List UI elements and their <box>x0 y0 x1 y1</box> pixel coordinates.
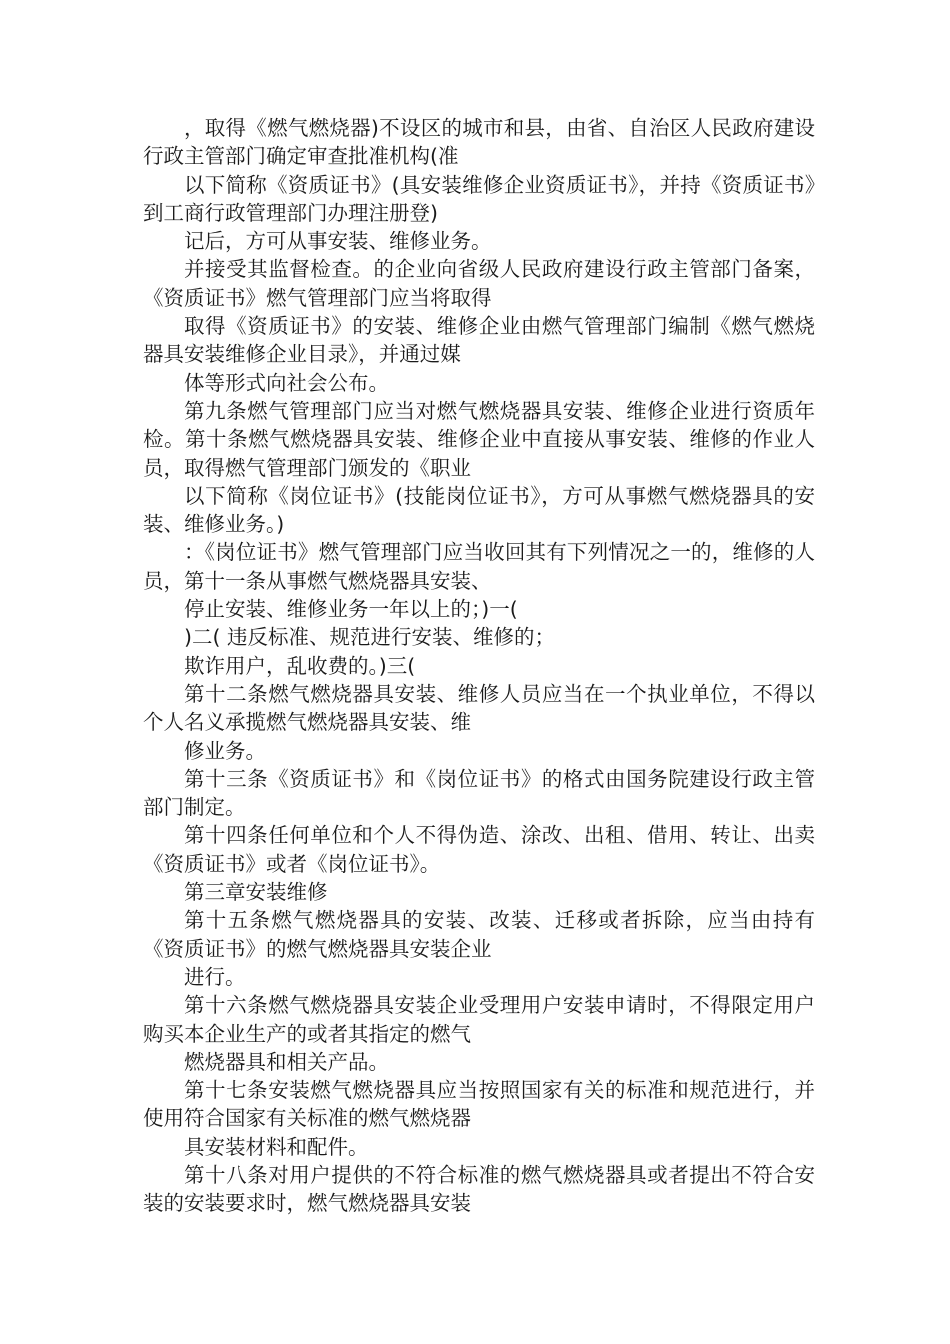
paragraph-14: 修业务。 <box>184 738 266 763</box>
paragraph-23: 具安装材料和配件。 <box>184 1134 369 1159</box>
paragraph-20: 第十六条燃气燃烧器具安装企业受理用户安装申请时，不得限定用户购买本企业生产的或者其指定的燃气 <box>143 993 815 1046</box>
paragraph-3: 记后，方可从事安装、维修业务。 <box>184 229 492 254</box>
paragraph-7: 第九条燃气管理部门应当对燃气燃烧器具安装、维修企业进行资质年检。第十条燃气燃烧器具安装、维修企业中直接从事安装、维修的作业人员，取得燃气管理部门颁发的《职业 <box>143 398 815 480</box>
paragraph-11: )二( 违反标准、规范进行安装、维修的； <box>184 625 556 650</box>
paragraph-15: 第十三条《资质证书》和《岗位证书》的格式由国务院建设行政主管部门制定。 <box>143 766 815 820</box>
paragraph-12: 欺诈用户，乱收费的。)三( <box>184 653 416 678</box>
paragraph-18: 第十五条燃气燃烧器具的安装、改装、迁移或者拆除，应当由持有《资质证书》的燃气燃烧器具安装企业 <box>143 908 815 961</box>
paragraph-19: 进行。 <box>184 964 246 989</box>
paragraph-24: 第十八条对用户提供的不符合标准的燃气燃烧器具或者提出不符合安装的安装要求时，燃气燃烧器具安装 <box>143 1162 815 1216</box>
paragraph-5: 取得《资质证书》的安装、维修企业由燃气管理部门编制《燃气燃烧器具安装维修企业目录》，并通过媒 <box>143 314 815 367</box>
paragraph-21: 燃烧器具和相关产品。 <box>184 1049 389 1074</box>
paragraph-10: 停止安装、维修业务一年以上的；)一( <box>184 597 518 622</box>
paragraph-1: ，取得《燃气燃烧器)不设区的城市和县，由省、自治区人民政府建设行政主管部门确定审查批准机构(准 <box>143 116 815 169</box>
document-body <box>143 114 815 1218</box>
paragraph-4: 并接受其监督检查。的企业向省级人民政府建设行政主管部门备案，《资质证书》燃气管理部门应当将取得 <box>143 257 815 310</box>
paragraph-2: 以下简称《资质证书》(具安装维修企业资质证书》，并持《资质证书》到工商行政管理部门办理注册登) <box>143 172 815 225</box>
paragraph-16: 第十四条任何单位和个人不得伪造、涂改、出租、借用、转让、出卖《资质证书》或者《岗位证书》。 <box>143 823 815 876</box>
paragraph-22: 第十七条安装燃气燃烧器具应当按照国家有关的标准和规范进行，并使用符合国家有关标准的燃气燃烧器 <box>143 1078 815 1131</box>
paragraph-9: ：《岗位证书》燃气管理部门应当收回其有下列情况之一的，维修的人员，第十一条从事燃气燃烧器具安装、 <box>143 540 815 593</box>
paragraph-8: 以下简称《岗位证书》(技能岗位证书》，方可从事燃气燃烧器具的安装、维修业务。) <box>143 483 815 537</box>
paragraph-13: 第十二条燃气燃烧器具安装、维修人员应当在一个执业单位，不得以个人名义承揽燃气燃烧器具安装、维 <box>143 681 815 735</box>
chapter-heading: 第三章安装维修 <box>184 880 328 905</box>
paragraph-6: 体等形式向社会公布。 <box>184 370 389 395</box>
